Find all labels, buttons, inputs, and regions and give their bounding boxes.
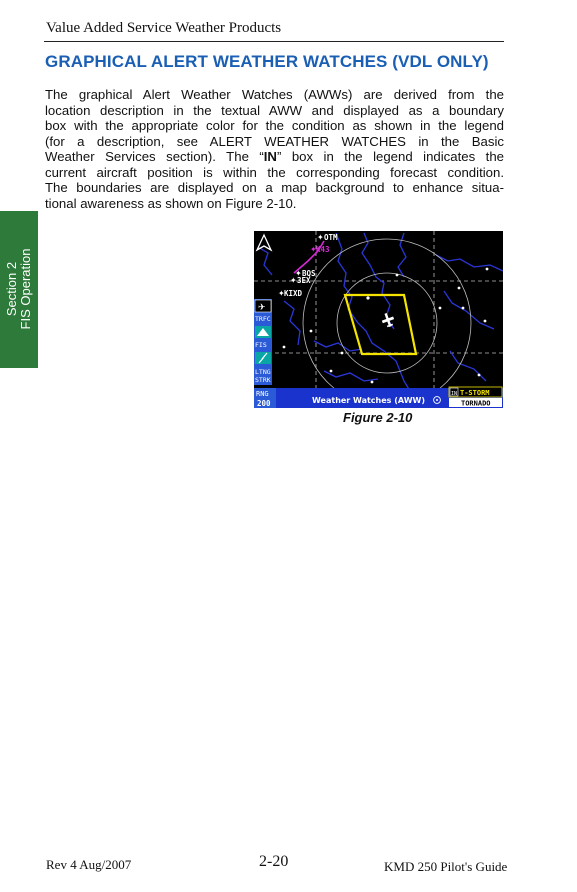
footer-revision: Rev 4 Aug/2007: [46, 857, 132, 872]
aww-legend: [449, 387, 502, 408]
paragraph-line: box with the appropriate color for the condition as shown in the legend: [45, 118, 504, 133]
header-divider: [44, 41, 504, 42]
svg-text:✦: ✦: [278, 289, 285, 298]
paragraph-line: current aircraft position is within the corresponding forecast condition.: [45, 164, 504, 180]
ltng-button-label: LTNG: [255, 368, 271, 376]
waypoint-k43: K43: [316, 245, 330, 254]
paragraph-line: Weather Services section). The “IN” box in the legend indicates the: [45, 149, 504, 164]
weather-watch-display: [254, 231, 503, 408]
paragraph-line: tional awareness as shown on Figure 2-10.: [45, 195, 297, 211]
side-tab-section: Section 2: [4, 261, 19, 317]
side-tab-chapter: FIS Operation: [18, 248, 33, 330]
status-bar-title: Weather Watches (AWW): [312, 396, 426, 405]
paragraph-line: location description in the textual AWW and displayed as a boundary: [45, 102, 504, 118]
svg-text:✦: ✦: [317, 233, 324, 242]
trfc-button-label: TRFC: [255, 315, 271, 323]
fis-button-label: FIS: [255, 341, 267, 349]
waypoint-bqs: BQS: [302, 269, 316, 278]
body-paragraph: [45, 87, 504, 211]
emphasis-in: IN: [263, 149, 277, 164]
paragraph-line: The boundaries are displayed on a map background to enhance situa-: [45, 180, 504, 195]
waypoint-otm: OTM: [324, 233, 338, 242]
paragraph-line: (for a description, see ALERT WEATHER WATCHES in the Basic: [45, 133, 504, 149]
footer-manual-title: KMD 250 Pilot's Guide: [384, 859, 508, 874]
section-heading: GRAPHICAL ALERT WEATHER WATCHES (VDL ONLY): [45, 52, 489, 71]
side-tab-label: [5, 249, 33, 330]
svg-text:✦: ✦: [290, 276, 297, 285]
legend-in-label: IN: [451, 391, 458, 397]
range-value[interactable]: 200: [257, 399, 271, 408]
svg-text:✦: ✦: [310, 245, 317, 254]
range-label: RNG: [256, 390, 269, 398]
legend-tornado: TORNADO: [461, 399, 491, 408]
legend-tstorm: T-STORM: [460, 389, 490, 397]
traffic-icon: ✈: [258, 302, 266, 312]
page-number: 2-20: [259, 853, 289, 870]
section-header: Value Added Service Weather Products: [46, 20, 282, 36]
paragraph-line: The graphical Alert Weather Watches (AWWs) are derived from the: [45, 87, 504, 102]
strk-button-label: STRK: [255, 376, 271, 384]
waypoint-kixd: KIXD: [284, 289, 303, 298]
figure-caption: Figure 2-10: [343, 410, 413, 425]
svg-text:✦: ✦: [295, 269, 302, 278]
display-background: [254, 231, 503, 408]
section-side-tab[interactable]: [0, 211, 38, 368]
waypoint-3ex: 3EX: [297, 276, 311, 285]
